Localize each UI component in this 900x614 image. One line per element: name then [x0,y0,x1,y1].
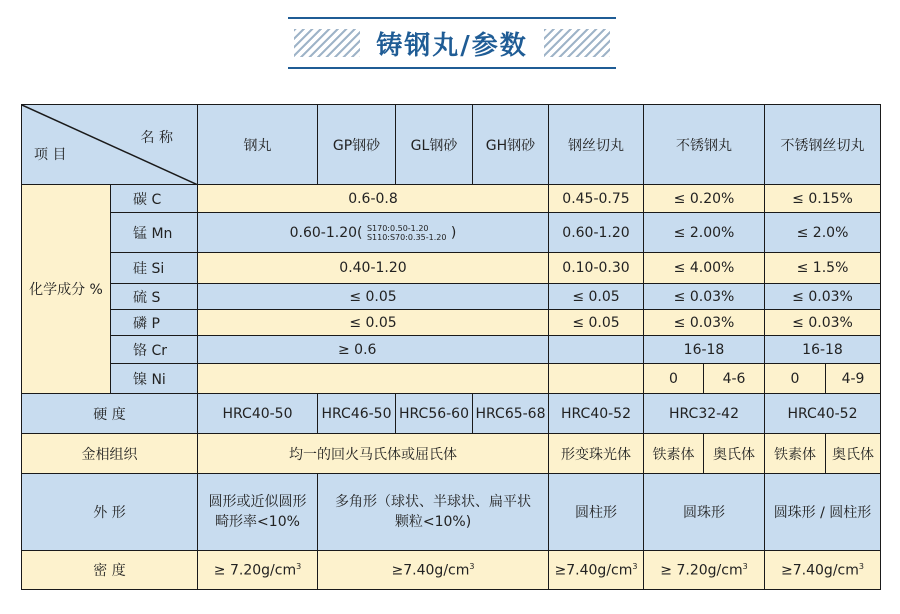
ss-value: ≤ 0.03% [644,310,765,336]
steel-value-main: 0.60-1.20( [289,224,363,241]
ss-wire-value: ≤ 0.15% [765,185,881,213]
steel-value: 0.6-0.8 [198,185,549,213]
density-steel [198,551,318,590]
diagonal-header-cell [22,105,198,185]
hardness-value: HRC65-68 [473,394,549,434]
shape-steel-line2: 畸形率<10% [215,514,300,530]
unit-superscript: 3 [296,561,302,571]
shape-grit [318,474,549,551]
hardness-value: HRC56-60 [396,394,473,434]
row-hardness [22,394,881,434]
hardness-label: 硬 度 [22,394,198,434]
ss-value: ≤ 0.20% [644,185,765,213]
row-chromium [22,336,881,364]
title-banner [288,17,616,69]
density-ss-wire [765,551,881,590]
ss-wire-value: ≤ 1.5% [765,253,881,284]
name-label: 名 称 [140,130,173,146]
wire-value: 0.45-0.75 [549,185,644,213]
unit-superscript: 3 [469,561,475,571]
density-grit [318,551,549,590]
structure-ss-b: 奥氏体 [704,434,765,474]
row-nickel [22,364,881,394]
shape-wire: 圆柱形 [549,474,644,551]
parameter-table [21,104,881,590]
shape-grit-line2: 颗粒<10%) [394,514,472,530]
unit-superscript: 3 [858,561,864,571]
unit-superscript: 3 [632,561,638,571]
density-wire [549,551,644,590]
row-manganese [22,213,881,253]
row-density [22,551,881,590]
col-header-steel-shot: 钢丸 [198,105,318,185]
density-wire-value: ≥7.40g/cm [554,562,633,579]
hardness-value: HRC46-50 [318,394,396,434]
ss-value: ≤ 0.03% [644,284,765,310]
ss-wire-value-b: 4-9 [826,364,881,394]
row-shape [22,474,881,551]
density-ss-wire-value: ≥7.40g/cm [781,562,859,579]
element-label: 镍 Ni [111,364,198,394]
col-header-stainless-shot: 不锈钢丸 [644,105,765,185]
steel-value [198,364,549,394]
row-silicon [22,253,881,284]
ss-value: ≤ 4.00% [644,253,765,284]
shape-ss: 圆珠形 [644,474,765,551]
structure-ss-wire-b: 奥氏体 [826,434,881,474]
wire-value [549,364,644,394]
element-label: 锰 Mn [111,213,198,253]
shape-ss-wire: 圆珠形 / 圆柱形 [765,474,881,551]
col-header-gh-grit: GH钢砂 [473,105,549,185]
ss-value: ≤ 2.00% [644,213,765,253]
unit-superscript: 3 [742,561,748,571]
wire-value [549,336,644,364]
structure-steel: 均一的回火马氏体或屈氏体 [198,434,549,474]
steel-value: ≥ 0.6 [198,336,549,364]
element-label: 磷 P [111,310,198,336]
col-header-cut-wire: 钢丝切丸 [549,105,644,185]
shape-grit-line1: 多角形（球状、半球状、扁平状 [335,494,531,510]
col-header-stainless-cut-wire: 不锈钢丝切丸 [765,105,881,185]
density-ss [644,551,765,590]
hardness-value: HRC40-50 [198,394,318,434]
hardness-value: HRC40-52 [549,394,644,434]
density-label: 密 度 [22,551,198,590]
ss-value: 16-18 [644,336,765,364]
ss-wire-value-a: 0 [765,364,826,394]
element-label: 硅 Si [111,253,198,284]
page-title: 铸钢丸/参数 [376,30,528,61]
table-header-row [22,105,881,185]
structure-label: 金相组织 [22,434,198,474]
steel-value: ≤ 0.05 [198,284,549,310]
col-header-gp-grit: GP钢砂 [318,105,396,185]
steel-value: 0.40-1.20 [198,253,549,284]
structure-ss-wire-a: 铁素体 [765,434,826,474]
ss-wire-value: 16-18 [765,336,881,364]
element-label: 硫 S [111,284,198,310]
steel-value-close: ) [450,224,457,241]
ss-value-a: 0 [644,364,704,394]
wire-value: 0.60-1.20 [549,213,644,253]
row-structure [22,434,881,474]
hardness-value: HRC40-52 [765,394,881,434]
steel-value-notes [367,224,447,242]
composition-label: 化学成分 % [22,185,111,394]
col-header-gl-grit: GL钢砂 [396,105,473,185]
density-steel-value: ≥ 7.20g/cm [213,562,297,579]
steel-value [198,213,549,253]
steel-note-1: S170:0.50-1.20 [366,223,429,233]
steel-note-2: S110:S70:0.35-1.20 [366,232,447,242]
element-label: 碳 C [111,185,198,213]
ss-wire-value: ≤ 0.03% [765,284,881,310]
shape-label: 外 形 [22,474,198,551]
row-sulfur [22,284,881,310]
shape-steel-line1: 圆形或近似圆形 [208,494,307,510]
wire-value: ≤ 0.05 [549,284,644,310]
wire-value: 0.10-0.30 [549,253,644,284]
row-phosphorus [22,310,881,336]
shape-steel [198,474,318,551]
density-ss-value: ≥ 7.20g/cm [660,562,743,579]
structure-ss-a: 铁素体 [644,434,704,474]
structure-wire: 形变珠光体 [549,434,644,474]
element-label: 铬 Cr [111,336,198,364]
ss-value-b: 4-6 [704,364,765,394]
ss-wire-value: ≤ 2.0% [765,213,881,253]
wire-value: ≤ 0.05 [549,310,644,336]
hardness-value: HRC32-42 [644,394,765,434]
row-carbon [22,185,881,213]
item-label: 项 目 [34,147,67,163]
density-grit-value: ≥7.40g/cm [391,562,470,579]
ss-wire-value: ≤ 0.03% [765,310,881,336]
steel-value: ≤ 0.05 [198,310,549,336]
